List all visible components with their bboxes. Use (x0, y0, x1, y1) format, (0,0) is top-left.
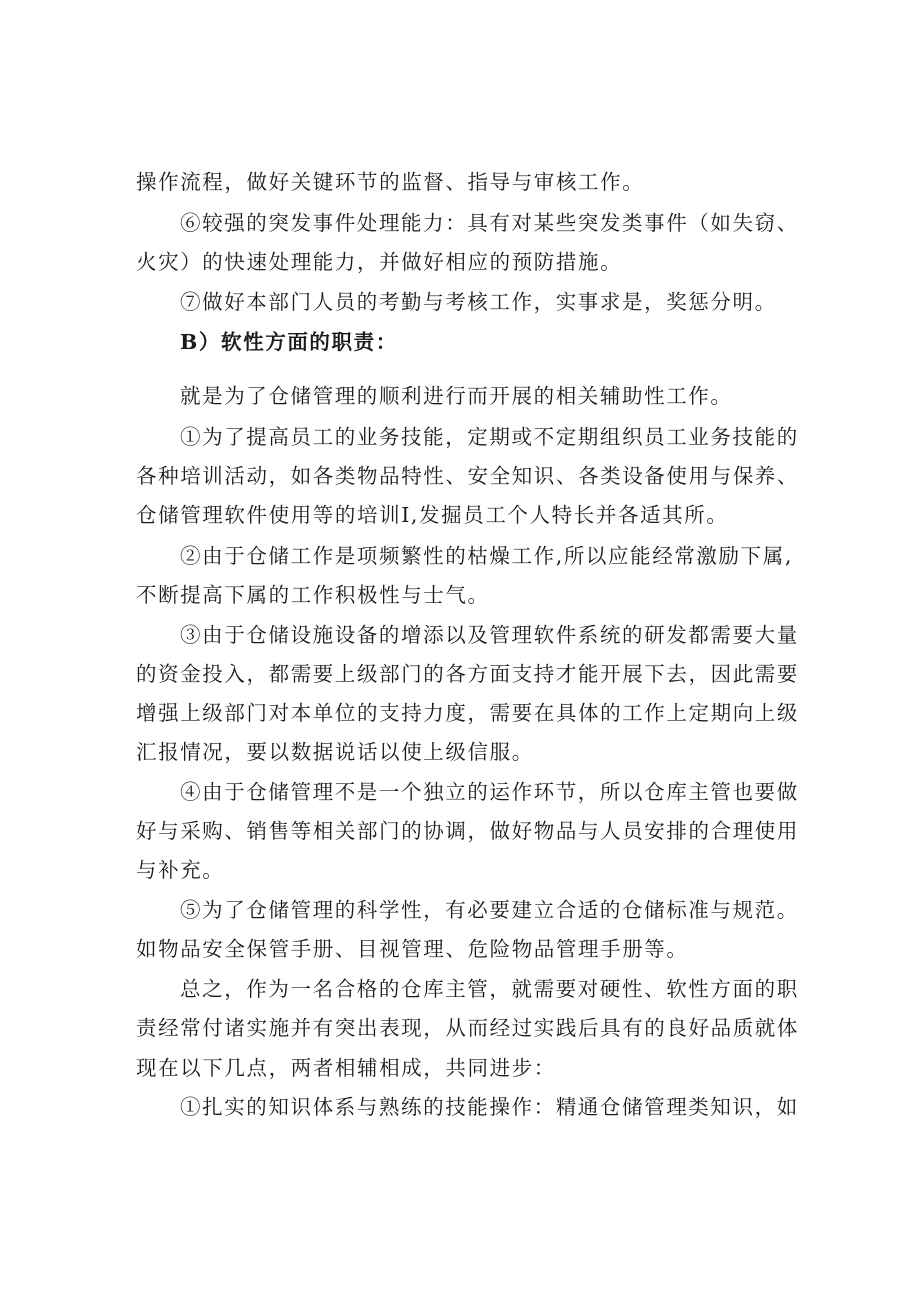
paragraph-line: 好与采购、销售等相关部门的协调，做好物品与人员安排的合理使用 (136, 819, 799, 843)
paragraph-line: 火灾）的快速处理能力，并做好相应的预防措施。 (136, 250, 623, 274)
paragraph-line: 如物品安全保管手册、目视管理、危险物品管理手册等。 (136, 937, 689, 961)
paragraph-line: 现在以下几点，两者相辅相成，共同进步： (136, 1056, 556, 1080)
paragraph-line: 仓储管理软件使用等的培训I,发掘员工个人特长并各适其所。 (136, 503, 729, 527)
paragraph-line: 增强上级部门对本单位的支持力度，需要在具体的工作上定期向上级 (136, 701, 799, 725)
paragraph-line: 总之，作为一名合格的仓库主管，就需要对硬性、软性方面的职 (180, 977, 799, 1001)
paragraph-line: 就是为了仓储管理的顺利进行而开展的相关辅助性工作。 (180, 384, 733, 408)
paragraph-line: ⑥较强的突发事件处理能力：具有对某些突发类事件（如失窃、 (180, 211, 799, 235)
paragraph-line: 不断提高下属的工作积极性与士气。 (136, 583, 490, 607)
paragraph-line: ⑦做好本部门人员的考勤与考核工作，实事求是，奖惩分明。 (180, 290, 777, 314)
paragraph-line: 各种培训活动，如各类物品特性、安全知识、各类设备使用与保养、 (136, 464, 799, 488)
paragraph-line: ①扎实的知识体系与熟练的技能操作：精通仓储管理类知识，如 (180, 1095, 799, 1119)
paragraph-line: ①为了提高员工的业务技能，定期或不定期组织员工业务技能的 (180, 425, 799, 449)
paragraph-line: 的资金投入，都需要上级部门的各方面支持才能开展下去，因此需要 (136, 662, 799, 686)
paragraph-line: 责经常付诸实施并有突出表现，从而经过实践后具有的良好品质就体 (136, 1016, 799, 1040)
paragraph-line: ③由于仓储设施设备的增添以及管理软件系统的研发都需要大量 (180, 623, 799, 647)
paragraph-line: ②由于仓储工作是项频繁性的枯燥工作,所以应能经常激励下属, (180, 544, 793, 568)
section-heading: B）软性方面的职责： (180, 330, 398, 354)
paragraph-line: 汇报情况，要以数据说话以使上级信服。 (136, 740, 534, 764)
paragraph-line: 操作流程，做好关键环节的监督、指导与审核工作。 (136, 170, 645, 194)
paragraph-line: ④由于仓储管理不是一个独立的运作环节，所以仓库主管也要做 (180, 780, 799, 804)
paragraph-line: ⑤为了仓储管理的科学性，有必要建立合适的仓储标准与规范。 (180, 898, 799, 922)
paragraph-line: 与补充。 (136, 858, 225, 882)
